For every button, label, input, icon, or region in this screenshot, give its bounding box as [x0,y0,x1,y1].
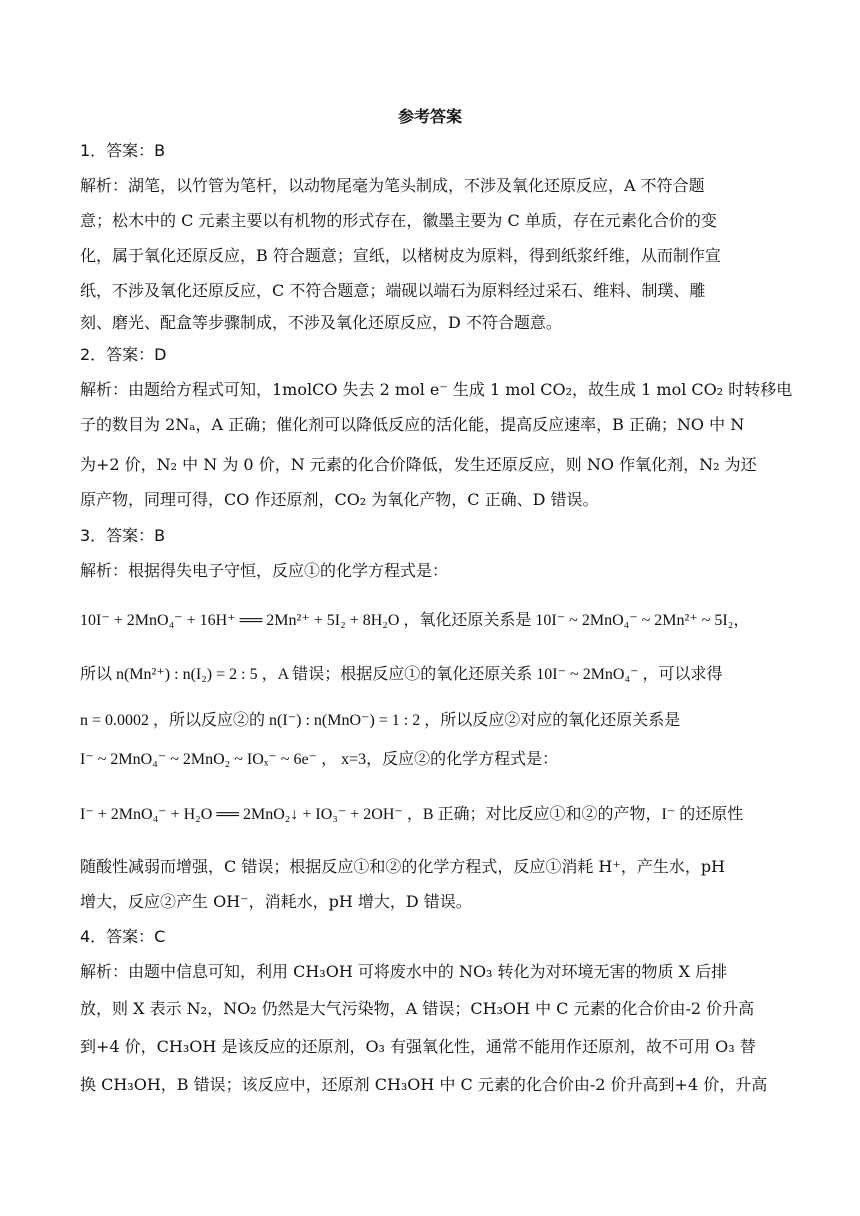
q3-equation-1: 10I⁻ + 2MnO₄⁻ + 16H⁺ ══ 2Mn²⁺ + 5I₂ + 8H₂O ，氧化还原关系是 10I⁻ ~ 2MnO₄⁻ ~ 2Mn²⁺ ~ 5I₂， [80,612,750,629]
q3-line-8: 增大，反应②产生 OH⁻，消耗水，pH 增大，D 错误。 [80,892,472,911]
q1-line-2: 意；松木中的 C 元素主要以有机物的形式存在，徽墨主要为 C 单质，存在元素化合价的变 [80,211,717,230]
q4-line-3: 到+4 价，CH₃OH 是该反应的还原剂，O₃ 有强氧化性，通常不能用作还原剂，故不可用 O₃ 替 [80,1037,756,1056]
q3-line-5: I⁻ ~ 2MnO₄⁻ ~ 2MnO₂ ~ IOₓ⁻ ~ 6e⁻ ， x=3，反应②的化学方程式是： [80,751,559,768]
q3-equation-2: I⁻ + 2MnO₄⁻ + H₂O ══ 2MnO₂↓ + IO₃⁻ + 2OH⁻ ，B 正确；对比反应①和②的产物，I⁻ 的还原性 [80,806,744,823]
q3-line-1: 解析：根据得失电子守恒，反应①的化学方程式是： [80,561,449,580]
q1-line-1: 解析：湖笔，以竹管为笔杆，以动物尾毫为笔头制成，不涉及氧化还原反应，A 不符合题 [80,176,705,195]
q4-answer: 4．答案：C [80,927,166,946]
q1-answer: 1．答案：B [80,141,166,160]
page-title: 参考答案 [397,107,462,126]
q4-line-4: 换 CH₃OH，B 错误；该反应中，还原剂 CH₃OH 中 C 元素的化合价由-2 价升高到+4 价，升高 [80,1075,768,1094]
q4-line-1: 解析：由题中信息可知，利用 CH₃OH 可将废水中的 NO₃ 转化为对环境无害的物质 X 后排 [80,962,728,981]
q3-line-3: 所以 n(Mn²⁺) : n(I₂) = 2 : 5 ，A 错误；根据反应①的氧化还原关系 10I⁻ ~ 2MnO₄⁻ ，可以求得 [80,666,723,683]
q2-line-3: 为+2 价，N₂ 中 N 为 0 价，N 元素的化合价降低，发生还原反应，则 NO 作氧化剂，N₂ 为还 [80,455,757,474]
q1-line-3: 化，属于氧化还原反应，B 符合题意；宣纸，以楮树皮为原料，得到纸浆纤维，从而制作宣 [80,246,721,265]
q4-line-2: 放，则 X 表示 N₂，NO₂ 仍然是大气污染物，A 错误；CH₃OH 中 C 元素的化合价由-2 价升高 [80,999,755,1018]
q2-answer: 2．答案：D [80,345,167,364]
q3-line-7: 随酸性减弱而增强，C 错误；根据反应①和②的化学方程式，反应①消耗 H⁺，产生水，pH [80,857,726,876]
q2-line-1: 解析：由题给方程式可知，1molCO 失去 2 mol e⁻ 生成 1 mol CO₂，故生成 1 mol CO₂ 时转移电 [80,380,793,399]
q2-line-2: 子的数目为 2Nₐ，A 正确；催化剂可以降低反应的活化能，提高反应速率，B 正确；NO 中 N [80,415,745,434]
q1-line-5: 刻、磨光、配盒等步骤制成，不涉及氧化还原反应，D 不符合题意。 [80,313,562,332]
q3-line-4: n = 0.0002 ，所以反应②的 n(I⁻) : n(MnO⁻) = 1 : 2 ，所以反应②对应的氧化还原关系是 [80,712,681,729]
q2-line-4: 原产物，同理可得，CO 作还原剂，CO₂ 为氧化产物，C 正确、D 错误。 [80,490,599,509]
q3-answer: 3．答案：B [80,526,166,545]
q1-line-4: 纸，不涉及氧化还原反应，C 不符合题意；端砚以端石为原料经过采石、维料、制璞、雕 [80,281,706,300]
